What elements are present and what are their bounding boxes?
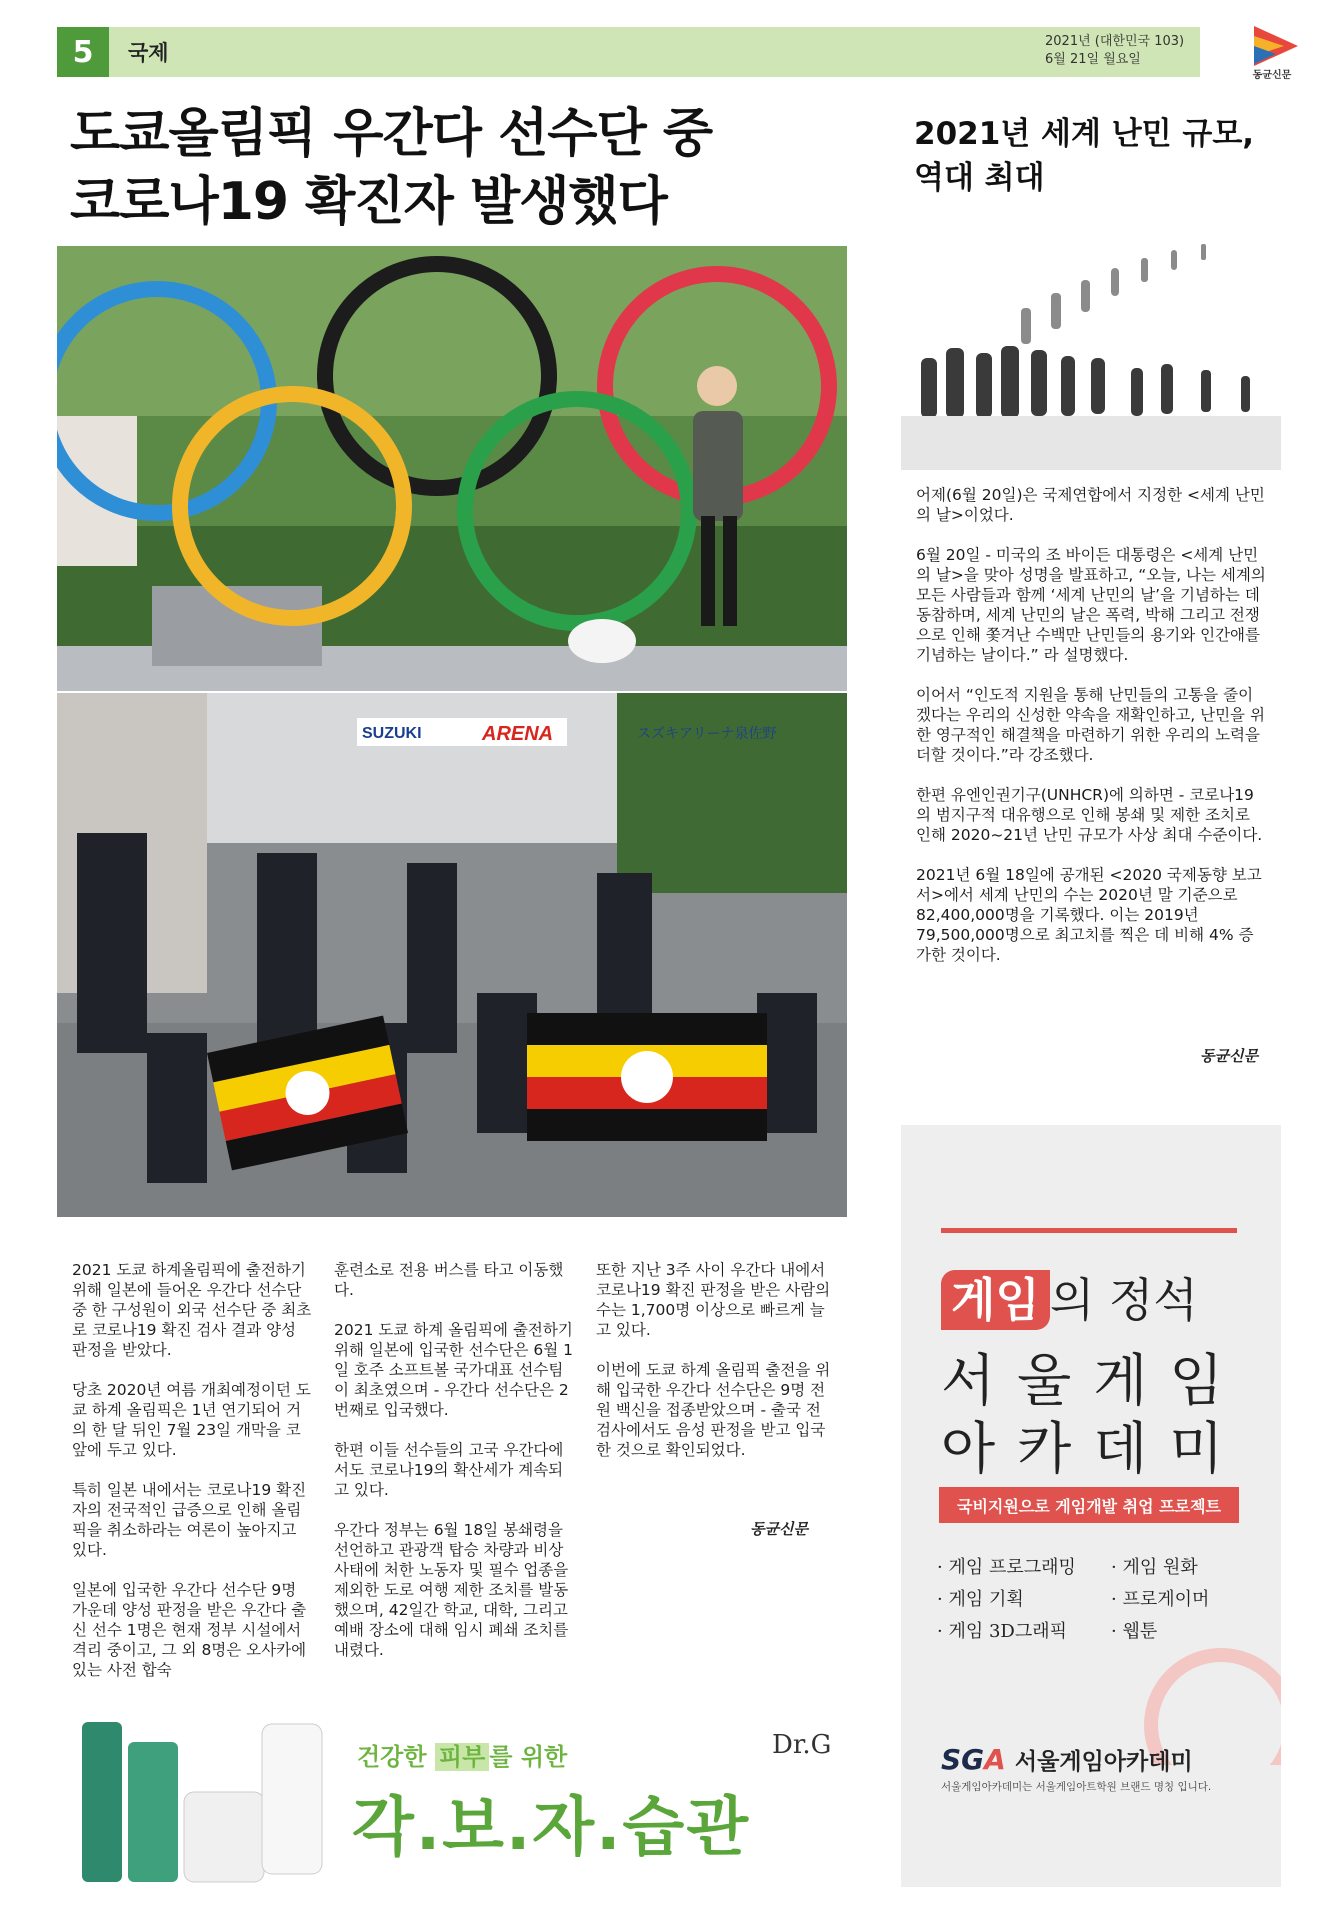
paragraph: 특히 일본 내에서는 코로나19 확진자의 전국적인 급증으로 인해 올림픽을 취소하라는 여론이 높아지고 있다. xyxy=(72,1481,307,1559)
paragraph: 당초 2020년 여름 개최예정이던 도쿄 하계 올림픽은 1년 연기되어 거의 한 달 뒤인 7월 23일 개막을 코앞에 두고 있다. xyxy=(72,1381,311,1459)
ad-brand-note: 서울게임아카데미는 서울게임아트학원 브랜드 명칭 입니다. xyxy=(941,1781,1212,1793)
paragraph: 어제(6월 20일)은 국제연합에서 지정한 <세계 난민의 날>이었다. xyxy=(916,486,1265,524)
paragraph: 일본에 입국한 우간다 선수단 9명 가운데 양성 판정을 받은 우간다 출신 선수 1명은 현재 정부 시설에서 격리 중이고, 그 외 8명은 오사카에 있는 사전 합숙 xyxy=(72,1581,307,1679)
main-headline xyxy=(70,100,870,236)
ad-brand-name: 서울게임아카데미 xyxy=(1014,1749,1193,1775)
date-line-2: 6월 21일 월요일 xyxy=(1045,52,1141,67)
paragraph: 6월 20일 - 미국의 조 바이든 대통령은 <세계 난민의 날>을 맞아 성명을 발표하고, “오늘, 나는 세계의 모든 사람들과 함께 ‘세계 난민의 날’을 기념하는 데 동참하며, 세계 난민의 날은 폭력, 박해 그리고 전쟁으로 인해 쫓겨난 수백만 난민들의 용기와 인간애를 기념하는 날이다.” 라 설명했다. xyxy=(916,546,1266,664)
ad-course-item: · 게임 원화 xyxy=(1111,1557,1198,1578)
game-academy-ad[interactable] xyxy=(901,1125,1281,1887)
section-label: 국제 xyxy=(128,41,169,65)
sga-logo-icon xyxy=(941,1743,1006,1776)
paragraph: 우간다 정부는 6월 18일 봉쇄령을 선언하고 관광객 탑승 차량과 비상사태에 처한 노동자 및 필수 업종을 제외한 도로 여행 제한 조치를 발동했으며, 42일간 학교, 대학, 그리고 예배 장소에 대해 임시 폐쇄 조치를 내렸다. xyxy=(334,1521,569,1659)
issue-date xyxy=(1045,33,1184,69)
ad-course-item: · 게임 3D그래픽 xyxy=(937,1621,1067,1642)
paragraph: 이번에 도쿄 하계 올림픽 출전을 위해 입국한 우간다 선수단은 9명 전원 백신을 접종받았으며 - 출국 전 검사에서도 음성 판정을 받고 입국한 것으로 확인되었다. xyxy=(596,1361,831,1459)
tagline-highlight: 피부 xyxy=(435,1743,489,1771)
skincare-brand: Dr.G xyxy=(772,1730,832,1760)
paragraph: 2021년 6월 18일에 공개된 <2020 국제동향 보고서>에서 세계 난민의 수는 2020년 말 기준으로 82,400,000명을 기록했다. 이는 2019년 79,500,000명으로 최고치를 찍은 데 비해 4% 증가한 것이다. xyxy=(916,866,1262,964)
ad-course-item: · 프로게이머 xyxy=(1111,1589,1210,1610)
ad-course-item: · 게임 프로그래밍 xyxy=(937,1557,1076,1578)
side-article-body xyxy=(916,485,1266,985)
date-line-1: 2021년 (대한민국 103) xyxy=(1045,34,1185,49)
arena-sign: ARENA xyxy=(482,723,554,745)
paragraph: 또한 지난 3주 사이 우간다 내에서 코로나19 확진 판정을 받은 사람의 수는 1,700명 이상으로 빠르게 늘고 있다. xyxy=(596,1261,831,1339)
ad-title-rest: 의 정석 xyxy=(1049,1273,1198,1327)
sga-logo-accent: A xyxy=(984,1743,1006,1776)
ad-academy-line-1: 서울게임 xyxy=(941,1349,1246,1414)
ad-title-highlight: 게임 xyxy=(941,1270,1050,1330)
header-bar xyxy=(57,27,1200,77)
paragraph: 한편 유엔인권기구(UNHCR)에 의하면 - 코로나19의 범지구적 대유행으로 인해 봉쇄 및 제한 조치로 인해 2020~21년 난민 규모가 사상 최대 수준이다. xyxy=(916,786,1263,844)
suzuki-sign: SUZUKI xyxy=(362,725,422,742)
main-article-column-3 xyxy=(596,1260,836,1480)
main-article-column-2 xyxy=(334,1260,574,1680)
main-headline-line-1: 도쿄올림픽 우간다 선수단 중 xyxy=(70,104,713,164)
uganda-team-photo xyxy=(57,693,847,1217)
skincare-ad[interactable] xyxy=(72,1712,848,1888)
main-article-column-1 xyxy=(72,1260,312,1700)
ad-course-item: · 웹툰 xyxy=(1111,1621,1158,1642)
paragraph: 한편 이들 선수들의 고국 우간다에서도 코로나19의 확산세가 계속되고 있다. xyxy=(334,1441,564,1499)
side-headline-line-1: 2021년 세계 난민 규모, xyxy=(914,116,1255,152)
sga-logo-text: SG xyxy=(941,1743,985,1776)
main-article-byline: 동균신문 xyxy=(750,1520,808,1538)
side-headline-line-2: 역대 최대 xyxy=(914,160,1045,196)
tagline-post: 를 위한 xyxy=(489,1743,568,1771)
tagline-pre: 건강한 xyxy=(357,1743,435,1771)
ad-divider xyxy=(941,1228,1237,1233)
ad-banner: 국비지원으로 게임개발 취업 프로젝트 xyxy=(939,1487,1239,1523)
arena-japanese-sign: スズキアリーナ泉佐野 xyxy=(637,726,777,742)
ad-title xyxy=(941,1270,1261,1330)
logo-text: 동균신문 xyxy=(1252,70,1292,81)
side-headline xyxy=(914,112,1274,200)
paragraph: 2021 도쿄 하계 올림픽에 출전하기 위해 일본에 입국한 선수단은 6월 1일 호주 소프트볼 국가대표 선수팀이 최초였으며 - 우간다 선수단은 2번째로 입국했다. xyxy=(334,1321,574,1419)
ad-course-item: · 게임 기획 xyxy=(937,1589,1024,1610)
product-bottles-icon xyxy=(72,1712,332,1888)
main-headline-line-2: 코로나19 확진자 발생했다 xyxy=(70,172,667,232)
skincare-tagline xyxy=(357,1737,567,1772)
refugee-illustration xyxy=(901,238,1281,470)
ad-brand xyxy=(941,1743,1193,1776)
skincare-slogan: 각.보.자.습관 xyxy=(352,1791,751,1865)
olympic-rings-photo xyxy=(57,246,847,691)
ad-academy-line-2: 아카데미 xyxy=(941,1417,1246,1482)
side-article-byline: 동균신문 xyxy=(1200,1047,1258,1065)
paragraph: 2021 도쿄 하계올림픽에 출전하기 위해 일본에 들어온 우간다 선수단 중 한 구성원이 외국 선수단 중 최초로 코로나19 확진 검사 결과 양성 판정을 받았다. xyxy=(72,1261,312,1359)
page-number: 5 xyxy=(57,27,109,77)
paragraph: 훈련소로 전용 버스를 타고 이동했다. xyxy=(334,1261,564,1299)
paragraph: 이어서 “인도적 지원을 통해 난민들의 고통을 줄이겠다는 우리의 신성한 약속을 재확인하고, 난민을 위한 영구적인 해결책을 마련하기 위한 우리의 노력을 더할 것이다.”라 강조했다. xyxy=(916,686,1265,764)
